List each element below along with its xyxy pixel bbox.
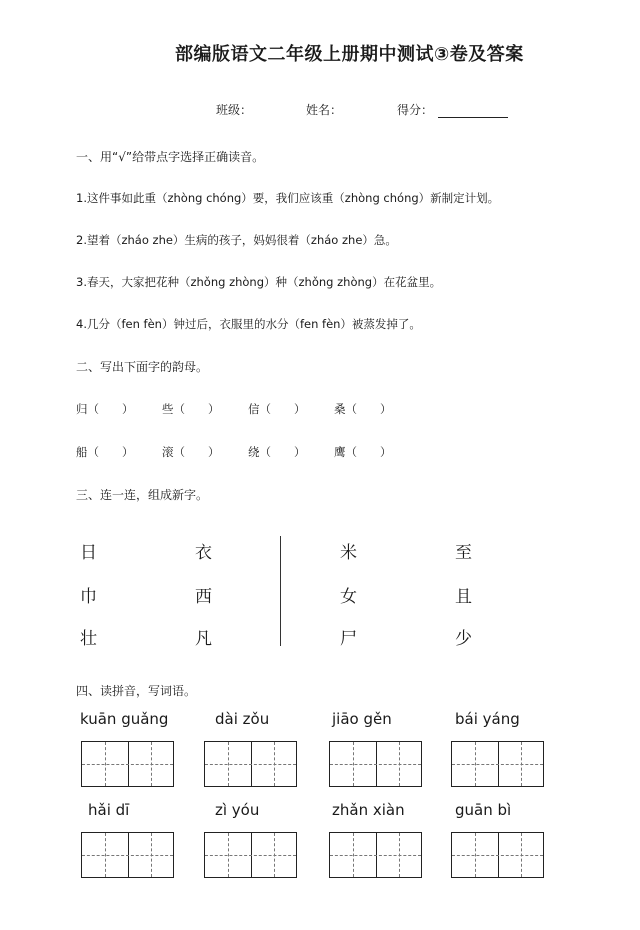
match-char[interactable]: 西 — [195, 587, 212, 607]
match-char[interactable]: 巾 — [80, 587, 97, 607]
final-blank[interactable]: 滚（ ） — [162, 445, 220, 459]
writing-grid[interactable] — [81, 741, 174, 787]
match-char[interactable]: 衣 — [195, 543, 212, 563]
writing-grid[interactable] — [204, 832, 297, 878]
section1-heading: 一、用“√”给带点字选择正确读音。 — [76, 150, 265, 164]
pinyin-label: bái yáng — [455, 710, 520, 728]
match-char[interactable]: 日 — [80, 543, 97, 563]
final-blank[interactable]: 桑（ ） — [334, 402, 392, 416]
pinyin-label: dài zǒu — [215, 710, 270, 728]
class-label: 班级： — [216, 103, 253, 117]
pinyin-label: guān bì — [455, 801, 512, 819]
match-char[interactable]: 至 — [455, 543, 472, 563]
pinyin-label: zhǎn xiàn — [332, 801, 405, 819]
name-label: 姓名： — [306, 103, 343, 117]
match-char[interactable]: 少 — [455, 629, 472, 649]
score-blank[interactable] — [438, 117, 508, 118]
pinyin-label: kuān guǎng — [80, 710, 169, 728]
match-char[interactable]: 且 — [455, 587, 472, 607]
writing-grid[interactable] — [329, 741, 422, 787]
match-char[interactable]: 壮 — [80, 629, 97, 649]
writing-grid[interactable] — [451, 832, 544, 878]
pinyin-label: jiāo gěn — [332, 710, 392, 728]
match-char[interactable]: 凡 — [195, 629, 212, 649]
match-char[interactable]: 尸 — [340, 629, 357, 649]
question-item: 3.春天，大家把花种（zhǒng zhòng）种（zhǒng zhòng）在花盆里。 — [76, 275, 442, 289]
match-char[interactable]: 米 — [340, 543, 357, 563]
match-char[interactable]: 女 — [340, 587, 357, 607]
writing-grid[interactable] — [81, 832, 174, 878]
page-title: 部编版语文二年级上册期中测试③卷及答案 — [175, 44, 524, 65]
score-label: 得分： — [397, 103, 434, 117]
final-blank[interactable]: 信（ ） — [248, 402, 306, 416]
section4-heading: 四、读拼音，写词语。 — [76, 684, 197, 698]
final-blank[interactable]: 归（ ） — [76, 402, 134, 416]
pinyin-label: zì yóu — [215, 801, 260, 819]
writing-grid[interactable] — [204, 741, 297, 787]
final-blank[interactable]: 鹰（ ） — [334, 445, 392, 459]
section3-heading: 三、连一连，组成新字。 — [76, 488, 209, 502]
final-blank[interactable]: 些（ ） — [162, 402, 220, 416]
question-item: 1.这件事如此重（zhòng chóng）要，我们应该重（zhòng chóng）新制定计划。 — [76, 191, 500, 205]
writing-grid[interactable] — [329, 832, 422, 878]
question-item: 2.望着（zháo zhe）生病的孩子，妈妈很着（zháo zhe）急。 — [76, 233, 397, 247]
question-item: 4.几分（fen fèn）钟过后，衣服里的水分（fen fèn）被蒸发掉了。 — [76, 317, 421, 331]
final-blank[interactable]: 绕（ ） — [248, 445, 306, 459]
final-blank[interactable]: 船（ ） — [76, 445, 134, 459]
pinyin-label: hǎi dī — [88, 801, 130, 819]
writing-grid[interactable] — [451, 741, 544, 787]
section2-heading: 二、写出下面字的韵母。 — [76, 360, 209, 374]
divider-line — [280, 536, 281, 646]
